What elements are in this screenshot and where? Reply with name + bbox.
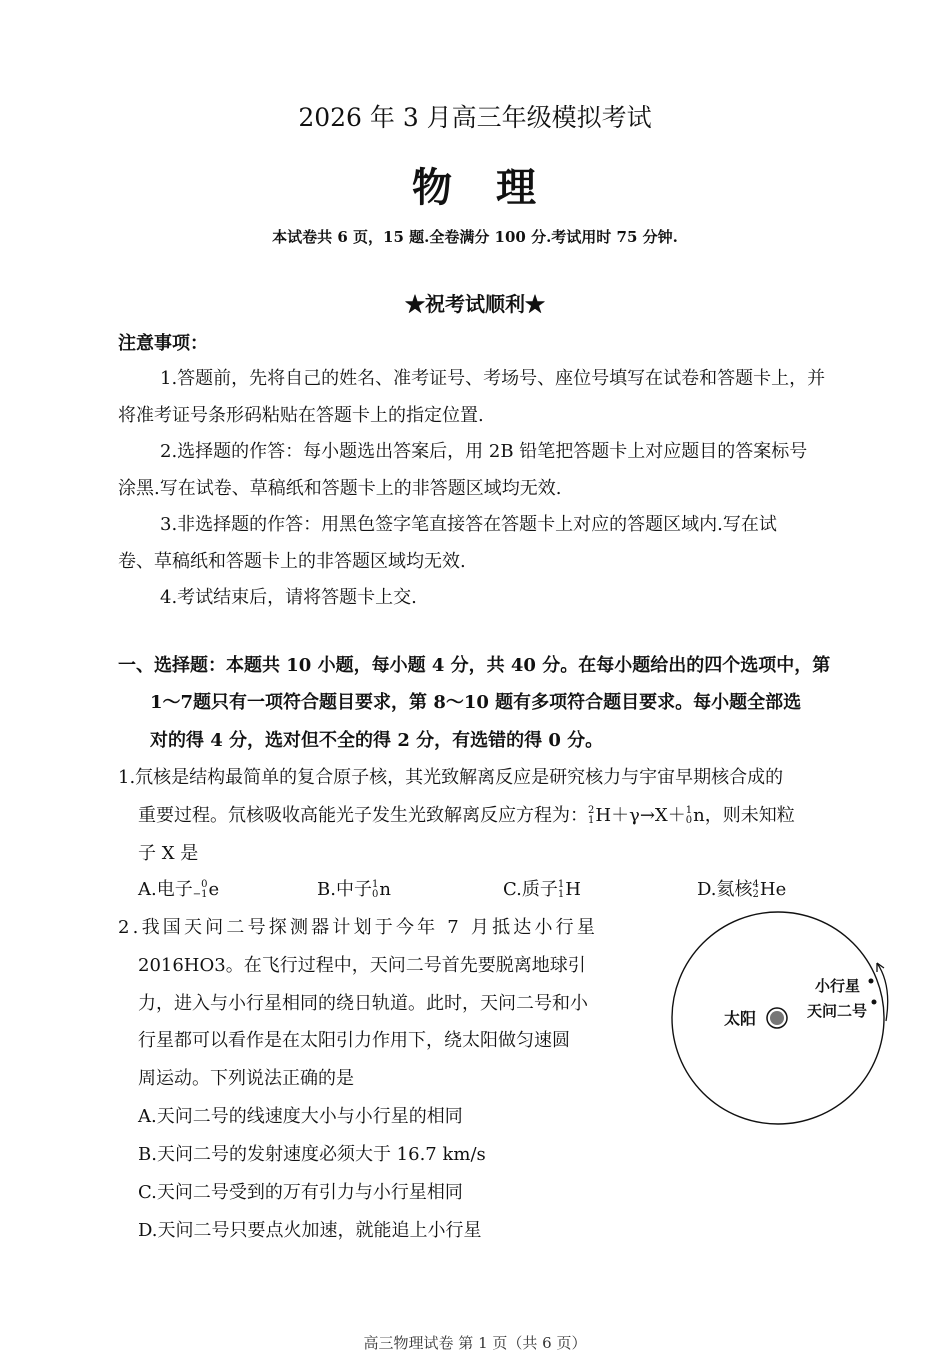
exam-info: 本试卷共 6 页，15 题.全卷满分 100 分.考试用时 75 分钟. — [272, 228, 678, 246]
q2-line-5: 周运动。下列说法正确的是 — [138, 1068, 354, 1089]
exam-title: 2026 年 3 月高三年级模拟考试 — [298, 103, 652, 132]
q1-option-c: C.质子 1 1 H — [503, 879, 581, 900]
probe-label: 天问二号 — [807, 1002, 868, 1020]
q2-line-1: 2.我国天问二号探测器计划于今年 7 月抵达小行星 — [118, 917, 599, 938]
q1-eq-h-numbers: 2 1 — [588, 805, 595, 826]
note-4-line-1: 4.考试结束后，请将答题卡上交. — [160, 587, 417, 608]
q1-eq-n-numbers: 1 0 — [685, 805, 693, 826]
q2-line-4: 行星都可以看作是在太阳引力作用下，绕太阳做匀速圆 — [138, 1030, 570, 1051]
q2-line-2: 2016HO3。在飞行过程中，天问二号首先要脱离地球引 — [138, 955, 586, 976]
q1-option-b: B.中子 1 0 n — [317, 879, 391, 900]
section1-line-2: 1～7题只有一项符合题目要求，第 8～10 题有多项符合题目要求。每小题全部选 — [150, 692, 802, 713]
q1-eq-h-symbol: H — [595, 805, 612, 826]
q1-line-2-pre: 重要过程。氘核吸收高能光子发生光致解离反应方程为： — [138, 805, 588, 826]
note-1-line-2: 将准考证号条形码粘贴在答题卡上的指定位置. — [118, 405, 484, 426]
q1-eq-n-symbol: n — [693, 805, 705, 826]
q1-option-d: D.氦核 4 2 He — [697, 879, 787, 900]
q2-option-a: A.天问二号的线速度大小与小行星的相同 — [138, 1106, 463, 1127]
probe-dot — [872, 1000, 877, 1005]
q1-eq-middle: ＋γ→X＋ — [611, 805, 686, 826]
notes-heading: 注意事项： — [118, 333, 208, 354]
orbit-diagram — [660, 905, 900, 1135]
q1-line-3: 子 X 是 — [138, 843, 199, 864]
direction-arrow — [877, 963, 888, 1021]
note-1-line-1: 1.答题前，先将自己的姓名、准考证号、考场号、座位号填写在试卷和答题卡上，并 — [160, 368, 826, 389]
sun-label: 太阳 — [724, 1009, 757, 1028]
blessing: ★祝考试顺利★ — [405, 292, 545, 316]
q2-line-3: 力，进入与小行星相同的绕日轨道。此时，天问二号和小 — [138, 993, 588, 1014]
q1-line-2-post: ，则未知粒 — [704, 805, 795, 826]
note-2-line-1: 2.选择题的作答：每小题选出答案后，用 2B 铅笔把答题卡上对应题目的答案标号 — [160, 441, 808, 462]
subject-title: 物 理 — [412, 164, 538, 211]
asteroid-label: 小行星 — [815, 977, 861, 995]
q2-option-b: B.天问二号的发射速度必须大于 16.7 km/s — [138, 1144, 486, 1165]
note-3-line-2: 卷、草稿纸和答题卡上的非答题区域均无效. — [118, 551, 466, 572]
q2-option-c: C.天问二号受到的万有引力与小行星相同 — [138, 1182, 463, 1203]
sun-core — [770, 1011, 784, 1025]
note-2-line-2: 涂黑.写在试卷、草稿纸和答题卡上的非答题区域均无效. — [118, 478, 562, 499]
q2-option-d: D.天问二号只要点火加速，就能追上小行星 — [138, 1220, 482, 1241]
q1-line-2 — [138, 805, 795, 827]
note-3-line-1: 3.非选择题的作答：用黑色签字笔直接答在答题卡上对应的答题区域内.写在试 — [160, 514, 777, 535]
asteroid-dot — [869, 979, 874, 984]
section1-line-1: 一、选择题：本题共 10 小题，每小题 4 分，共 40 分。在每小题给出的四个选项中，第 — [118, 655, 831, 676]
q1-line-1: 1.氘核是结构最简单的复合原子核，其光致解离反应是研究核力与宇宙早期核合成的 — [118, 767, 784, 788]
section1-line-3: 对的得 4 分，选对但不全的得 2 分，有选错的得 0 分。 — [150, 730, 604, 751]
q1-option-a: A.电子 0 −1 e — [138, 879, 220, 900]
page-footer: 高三物理试卷 第 1 页（共 6 页） — [363, 1334, 587, 1352]
